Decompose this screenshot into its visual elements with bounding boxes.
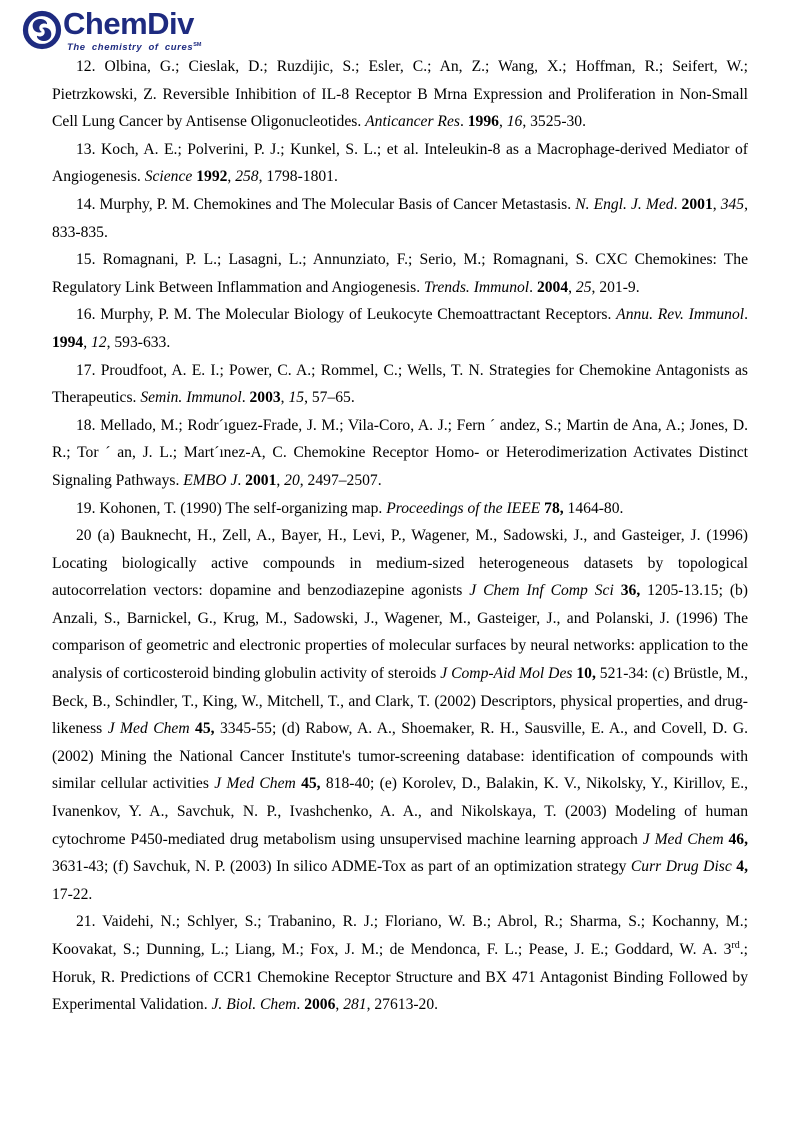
reference-run — [614, 582, 621, 599]
reference-run: Science — [144, 168, 193, 186]
reference-run: 17-22. — [52, 885, 93, 903]
reference-run: 12 — [90, 333, 107, 351]
reference-run: 20 — [284, 471, 300, 489]
reference-run: 16. Murphy, P. M. The Molecular Biology of Leukocyte Chemoattractant Receptors. — [76, 306, 617, 324]
reference-run: 14. Murphy, P. M. Chemokines and The Molecular Basis of Cancer Metastasis. — [76, 195, 576, 213]
reference-run: J Chem Inf Comp Sci — [469, 582, 614, 600]
reference-run: , 593-633. — [106, 333, 171, 351]
reference-run: 818-40; (e) Korolev, D., Balakin, K. V., Nikolsky, Y., Kirillov, E., Ivanenkov, Y. A., Savchuk, N. P., Ivashchenko, A. A., and Nikolskaya, T. (2003) Modeling of human cytochrome P450-mediated drug metabolism using unsupervised machine learning approach — [52, 775, 748, 848]
reference-run: , 3525-30. — [522, 113, 586, 131]
chemdiv-logo — [22, 8, 201, 53]
reference-run: 2006 — [304, 996, 336, 1014]
reference-run: , — [276, 471, 285, 489]
reference-run: , 833-835. — [52, 195, 748, 241]
reference-run: 521-34: (c) Brüstle, M., Beck, B., Schindler, T., King, W., Mitchell, T., and Clark, T. (2002) Descriptors, physical properties, and drug-likeness — [52, 665, 748, 738]
reference-run: J Med Chem — [107, 720, 190, 738]
reference-run: Curr Drug Disc — [630, 858, 732, 876]
reference-run: , 57–65. — [304, 389, 355, 407]
reference-run: 46, — [728, 830, 748, 848]
reference-run: , — [83, 333, 91, 351]
reference-run: 20 (a) Bauknecht, H., Zell, A., Bayer, H., Levi, P., Wagener, M., Sadowski, J., and Gasteiger, J. (1996) Locating biologically active compounds in medium-sized heterogeneous datasets by topological autocorrelation vectors: dopamine and benzodiazepine agonists — [52, 527, 748, 600]
globe-swirl-icon — [22, 10, 62, 50]
reference-run: 21. Vaidehi, N.; Schlyer, S.; Trabanino, R. J.; Floriano, W. B.; Abrol, R.; Sharma, S.; Kochanny, M.; Koovakat, S.; Dunning, L.; Liang, M.; Fox, J. M.; de Mendonca, F. L.; Pease, J. E.; Goddard, W. A. 3 — [52, 913, 748, 958]
reference-run: EMBO J — [183, 471, 238, 489]
reference-run: , 27613-20. — [366, 996, 439, 1014]
reference-item — [52, 908, 748, 1018]
reference-run: 2001 — [245, 471, 277, 489]
reference-run: 19. Kohonen, T. (1990) The self-organizing map. — [76, 499, 387, 517]
reference-run: Annu. Rev. Immunol — [616, 306, 745, 324]
reference-run: . — [673, 195, 682, 213]
reference-run: 25 — [575, 278, 592, 296]
reference-run: 45, — [301, 775, 321, 793]
reference-item — [52, 522, 748, 908]
reference-run: , — [335, 996, 344, 1014]
reference-run: 15 — [288, 389, 305, 407]
reference-run: 45, — [195, 720, 215, 738]
reference-run: 13. Koch, A. E.; Polverini, P. J.; Kunkel, S. L.; et al. Inteleukin-8 as a Macrophage-derived Mediator of Angiogenesis. — [52, 140, 748, 186]
reference-run: Semin. Immunol — [140, 389, 242, 407]
references-list — [52, 53, 748, 1019]
reference-item — [52, 412, 748, 495]
reference-run: , — [280, 389, 289, 407]
reference-run: . — [237, 471, 246, 489]
reference-run: , 2497–2507. — [299, 471, 382, 489]
reference-run: , — [498, 113, 507, 131]
reference-run: , — [712, 195, 721, 213]
reference-run: 1205-13.15; (b) Anzali, S., Barnickel, G., Krug, M., Sadowski, J., Wagener, M., Gasteiger, J., and Polanski, J. (1996) The comparison of geometric and electronic properties of molecular surfaces by neural networks: application to the analysis of corticosteroid binding globulin activity of steroids — [52, 582, 749, 683]
reference-item — [52, 191, 748, 246]
reference-run: 1996 — [467, 113, 499, 131]
reference-run: Proceedings of the IEEE — [386, 499, 541, 517]
reference-run: 17. Proudfoot, A. E. I.; Power, C. A.; Rommel, C.; Wells, T. N. Strategies for Chemokine Antagonists as Therapeutics. — [52, 361, 748, 407]
reference-run: . — [459, 113, 468, 131]
reference-run: , 1798-1801. — [258, 168, 338, 186]
reference-run: 16 — [506, 113, 523, 131]
reference-run: 281 — [343, 996, 367, 1014]
logo-tagline-text: The chemistry of cures — [67, 42, 194, 54]
reference-run: . — [744, 306, 748, 324]
reference-run: 36, — [620, 582, 641, 600]
reference-run: 1464-80. — [563, 499, 624, 517]
reference-run: , 201-9. — [591, 278, 640, 296]
reference-run: 12. Olbina, G.; Cieslak, D.; Ruzdijic, S.; Esler, C.; An, Z.; Wang, X.; Hoffman, R.; Seifert, W.; Pietrzkowski, Z. Reversible Inhibition of IL-8 Receptor B Mrna Expression and Proliferation in Non-Small Cell Lung Cancer by Antisense Oligonucleotides. — [52, 58, 748, 131]
reference-run: J Med Chem — [642, 830, 724, 848]
reference-run: . — [296, 996, 305, 1014]
reference-run: 4, — [736, 858, 748, 876]
reference-item — [52, 301, 748, 356]
reference-run: J Comp-Aid Mol Des — [440, 665, 573, 683]
service-mark: SM — [193, 42, 202, 48]
reference-run: 1994 — [52, 333, 84, 351]
reference-run: 2003 — [249, 389, 281, 407]
reference-item — [52, 357, 748, 412]
reference-item — [52, 53, 748, 136]
logo-tagline — [67, 40, 201, 53]
reference-run: .; Horuk, R. Predictions of CCR1 Chemokine Receptor Structure and BX 471 Antagonist Binding Followed by Experimental Validation. — [52, 941, 748, 1014]
reference-run: . — [529, 278, 537, 296]
reference-run: 345 — [720, 195, 745, 213]
reference-run: 18. Mellado, M.; Rodr´ıguez-Frade, J. M.; Vila-Coro, A. J.; Fern ´ andez, S.; Martin de Ana, A.; Jones, D. R.; Tor ´ an, J. L.; Mart´ınez-A, C. Chemokine Receptor Homo- or Heterodimerization Activates Distinct Signaling Pathways. — [52, 416, 748, 489]
reference-run: J Med Chem — [214, 775, 296, 793]
reference-run: Trends. Immunol — [424, 278, 530, 296]
reference-run: N. Engl. J. Med — [575, 195, 674, 213]
reference-run: rd — [731, 939, 740, 951]
reference-run: J. Biol. Chem — [211, 996, 297, 1014]
reference-run: 10, — [576, 665, 596, 683]
reference-run: 2004 — [536, 278, 569, 296]
logo-text-block — [63, 8, 201, 53]
reference-run: , — [227, 168, 236, 186]
logo-wordmark: ChemDiv — [63, 6, 194, 41]
reference-run: . — [241, 389, 250, 407]
reference-run: 1992 — [196, 168, 228, 186]
reference-run: Anticancer Res — [365, 113, 460, 131]
reference-run: 2001 — [681, 195, 713, 213]
reference-item — [52, 136, 748, 191]
reference-run: 3631-43; (f) Savchuk, N. P. (2003) In silico ADME-Tox as part of an optimization strategy — [52, 858, 631, 876]
reference-run: 78, — [544, 499, 564, 517]
reference-item — [52, 246, 748, 301]
reference-run: , — [568, 278, 576, 296]
reference-run: 15. Romagnani, P. L.; Lasagni, L.; Annunziato, F.; Serio, M.; Romagnani, S. CXC Chemokines: The Regulatory Link Between Inflammation and Angiogenesis. — [52, 251, 748, 296]
reference-item — [52, 495, 748, 523]
reference-run: 3345-55; (d) Rabow, A. A., Shoemaker, R. H., Sausville, E. A., and Covell, D. G. (2002) Mining the National Cancer Institute's tumor-screening database: identification of compounds with similar cellular activities — [52, 720, 749, 793]
reference-run: 258 — [235, 168, 259, 186]
